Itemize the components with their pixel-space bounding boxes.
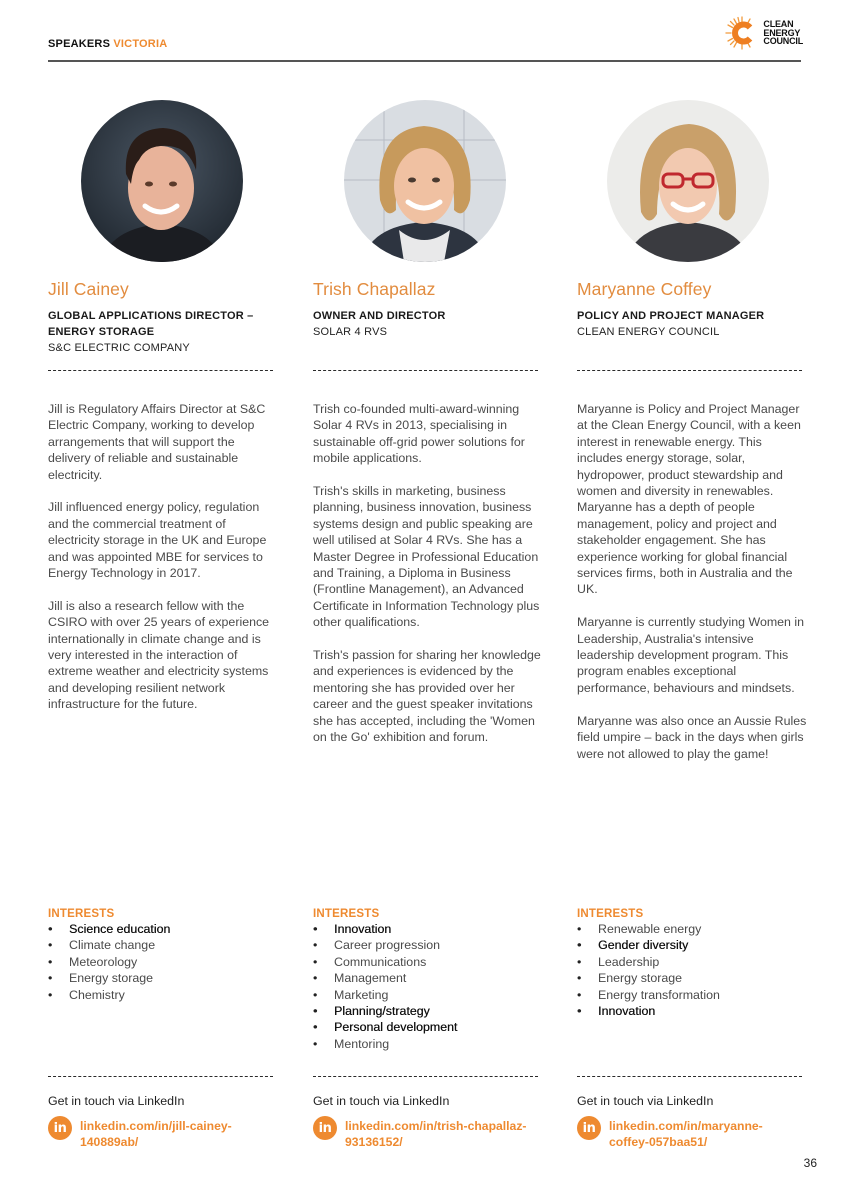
speaker-role [577,308,807,340]
interest-item: • Innovation [577,1003,803,1019]
interest-item: • Energy storage [577,970,803,986]
speaker-role [313,308,543,340]
interest-item: • Communications [313,954,539,970]
speaker-name: Jill Cainey [48,279,129,299]
interests-heading: INTERESTS [577,908,644,920]
section-title-prefix: SPEAKERS [48,38,111,50]
speaker-title: OWNER AND DIRECTOR [313,310,446,322]
logo-line-1: CLEAN [763,19,794,30]
contact-label: Get in touch via LinkedIn [313,1094,450,1108]
linkedin-icon: in [48,1116,72,1140]
speaker-card-jill-cainey [48,0,274,1200]
speaker-bio [313,401,545,762]
logo-line-2: ENERGY [763,27,801,38]
speaker-card-maryanne-coffey [577,0,807,1200]
speaker-organisation: S&C ELECTRIC COMPANY [48,342,190,354]
interest-item: • Career progression [313,937,539,953]
speaker-title: GLOBAL APPLICATIONS DIRECTOR – ENERGY STORAGE [48,310,254,338]
bio-paragraph: Jill is also a research fellow with the CSIRO with over 25 years of experience internationally in climate change and is very interested in the interaction of extreme weather and electricity systems and developing resilient network infrastructure for the future. [48,598,270,712]
dashed-divider [48,1076,273,1077]
bio-paragraph: Trish's skills in marketing, business planning, business innovation, business systems design and public speaking are well utilised at Solar 4 RVs. She has a Master Degree in Professional Education and Training, a Diploma in Business (Frontline Management), an Advanced Certificate in Information Technology plus other qualifications. [313,484,540,630]
speaker-role [48,308,278,356]
interest-item: • Energy storage [48,970,274,986]
bio-paragraph: Maryanne was also once an Aussie Rules field umpire – back in the days when girls were not allowed to play the game! [577,713,807,761]
bio-paragraph: Jill is Regulatory Affairs Director at S&C Electric Company, working to develop arrangements that will support the delivery of reliable and sustainable electricity. [48,402,266,482]
interests-list [577,921,803,1019]
linkedin-url[interactable]: linkedin.com/in/jill-cainey-140889ab/ [80,1119,232,1149]
interest-item: • Personal development [313,1019,539,1035]
portrait-photo-icon [81,100,243,262]
speaker-bio [577,401,809,778]
interest-item: • Energy transformation [577,987,803,1003]
interest-item: • Science education [48,921,274,937]
interests-list [313,921,539,1052]
dashed-divider [313,370,538,371]
dashed-divider [48,370,273,371]
interests-section [48,907,274,1003]
bio-paragraph: Trish's passion for sharing her knowledge and experiences is evidenced by the mentoring she has provided over her career and the guest speaker invitations she has accepted, including the 'Women on the Go' exhibition and forum. [313,648,541,745]
interest-item: • Marketing [313,987,539,1003]
speaker-bio [48,401,280,729]
contact-label: Get in touch via LinkedIn [48,1094,185,1108]
interests-list [48,921,274,1003]
page-number: 36 [803,1156,817,1170]
interests-section [313,907,539,1052]
interest-item: • Renewable energy [577,921,803,937]
bio-paragraph: Maryanne is currently studying Women in Leadership, Australia's intensive leadership development program. This program enables exceptional performance, behaviours and mindsets. [577,615,805,695]
portrait-photo-icon [344,100,506,262]
interests-section [577,907,803,1019]
speaker-organisation: SOLAR 4 RVS [313,326,388,338]
linkedin-url[interactable]: linkedin.com/in/maryanne-coffey-057baa51/ [609,1119,763,1149]
speaker-card-trish-chapallaz [313,0,539,1200]
linkedin-url[interactable]: linkedin.com/in/trish-chapallaz-93136152/ [345,1119,527,1149]
interest-item: • Management [313,970,539,986]
contact-label: Get in touch via LinkedIn [577,1094,714,1108]
bio-paragraph: Trish co-founded multi-award-winning Solar 4 RVs in 2013, specialising in sustainable off-grid power solutions for mobile applications. [313,402,525,466]
linkedin-link[interactable] [313,1116,535,1150]
interest-item: • Meteorology [48,954,274,970]
linkedin-icon: in [577,1116,601,1140]
linkedin-link[interactable] [48,1116,270,1150]
speaker-organisation: CLEAN ENERGY COUNCIL [577,326,720,338]
dashed-divider [313,1076,538,1077]
speaker-name: Trish Chapallaz [313,279,436,299]
dashed-divider [577,1076,802,1077]
interest-item: • Planning/strategy [313,1003,539,1019]
bio-paragraph: Maryanne is Policy and Project Manager at the Clean Energy Council, with a keen interest in renewable energy. This includes energy storage, solar, hydropower, product stewardship and women and diversity in renewables. Maryanne has a depth of people management, policy and project and stakeholder engagement. She has experience working for global financial services firms, both in Australia and the UK. [577,402,801,597]
dashed-divider [577,370,802,371]
speaker-name: Maryanne Coffey [577,279,712,299]
linkedin-link[interactable] [577,1116,799,1150]
linkedin-icon: in [313,1116,337,1140]
bio-paragraph: Jill influenced energy policy, regulation and the commercial treatment of electricity storage in the UK and Europe and was appointed MBE for services to Energy Technology in 2017. [48,500,267,581]
interest-item: • Gender diversity [577,937,803,953]
interests-heading: INTERESTS [48,908,115,920]
portrait-photo-icon [607,100,769,262]
interest-item: • Chemistry [48,987,274,1003]
interest-item: • Innovation [313,921,539,937]
interest-item: • Mentoring [313,1036,539,1052]
speaker-title: POLICY AND PROJECT MANAGER [577,310,765,322]
interest-item: • Climate change [48,937,274,953]
logo-line-3: COUNCIL [763,36,803,47]
interest-item: • Leadership [577,954,803,970]
interests-heading: INTERESTS [313,908,380,920]
section-title-accent: VICTORIA [113,38,168,50]
